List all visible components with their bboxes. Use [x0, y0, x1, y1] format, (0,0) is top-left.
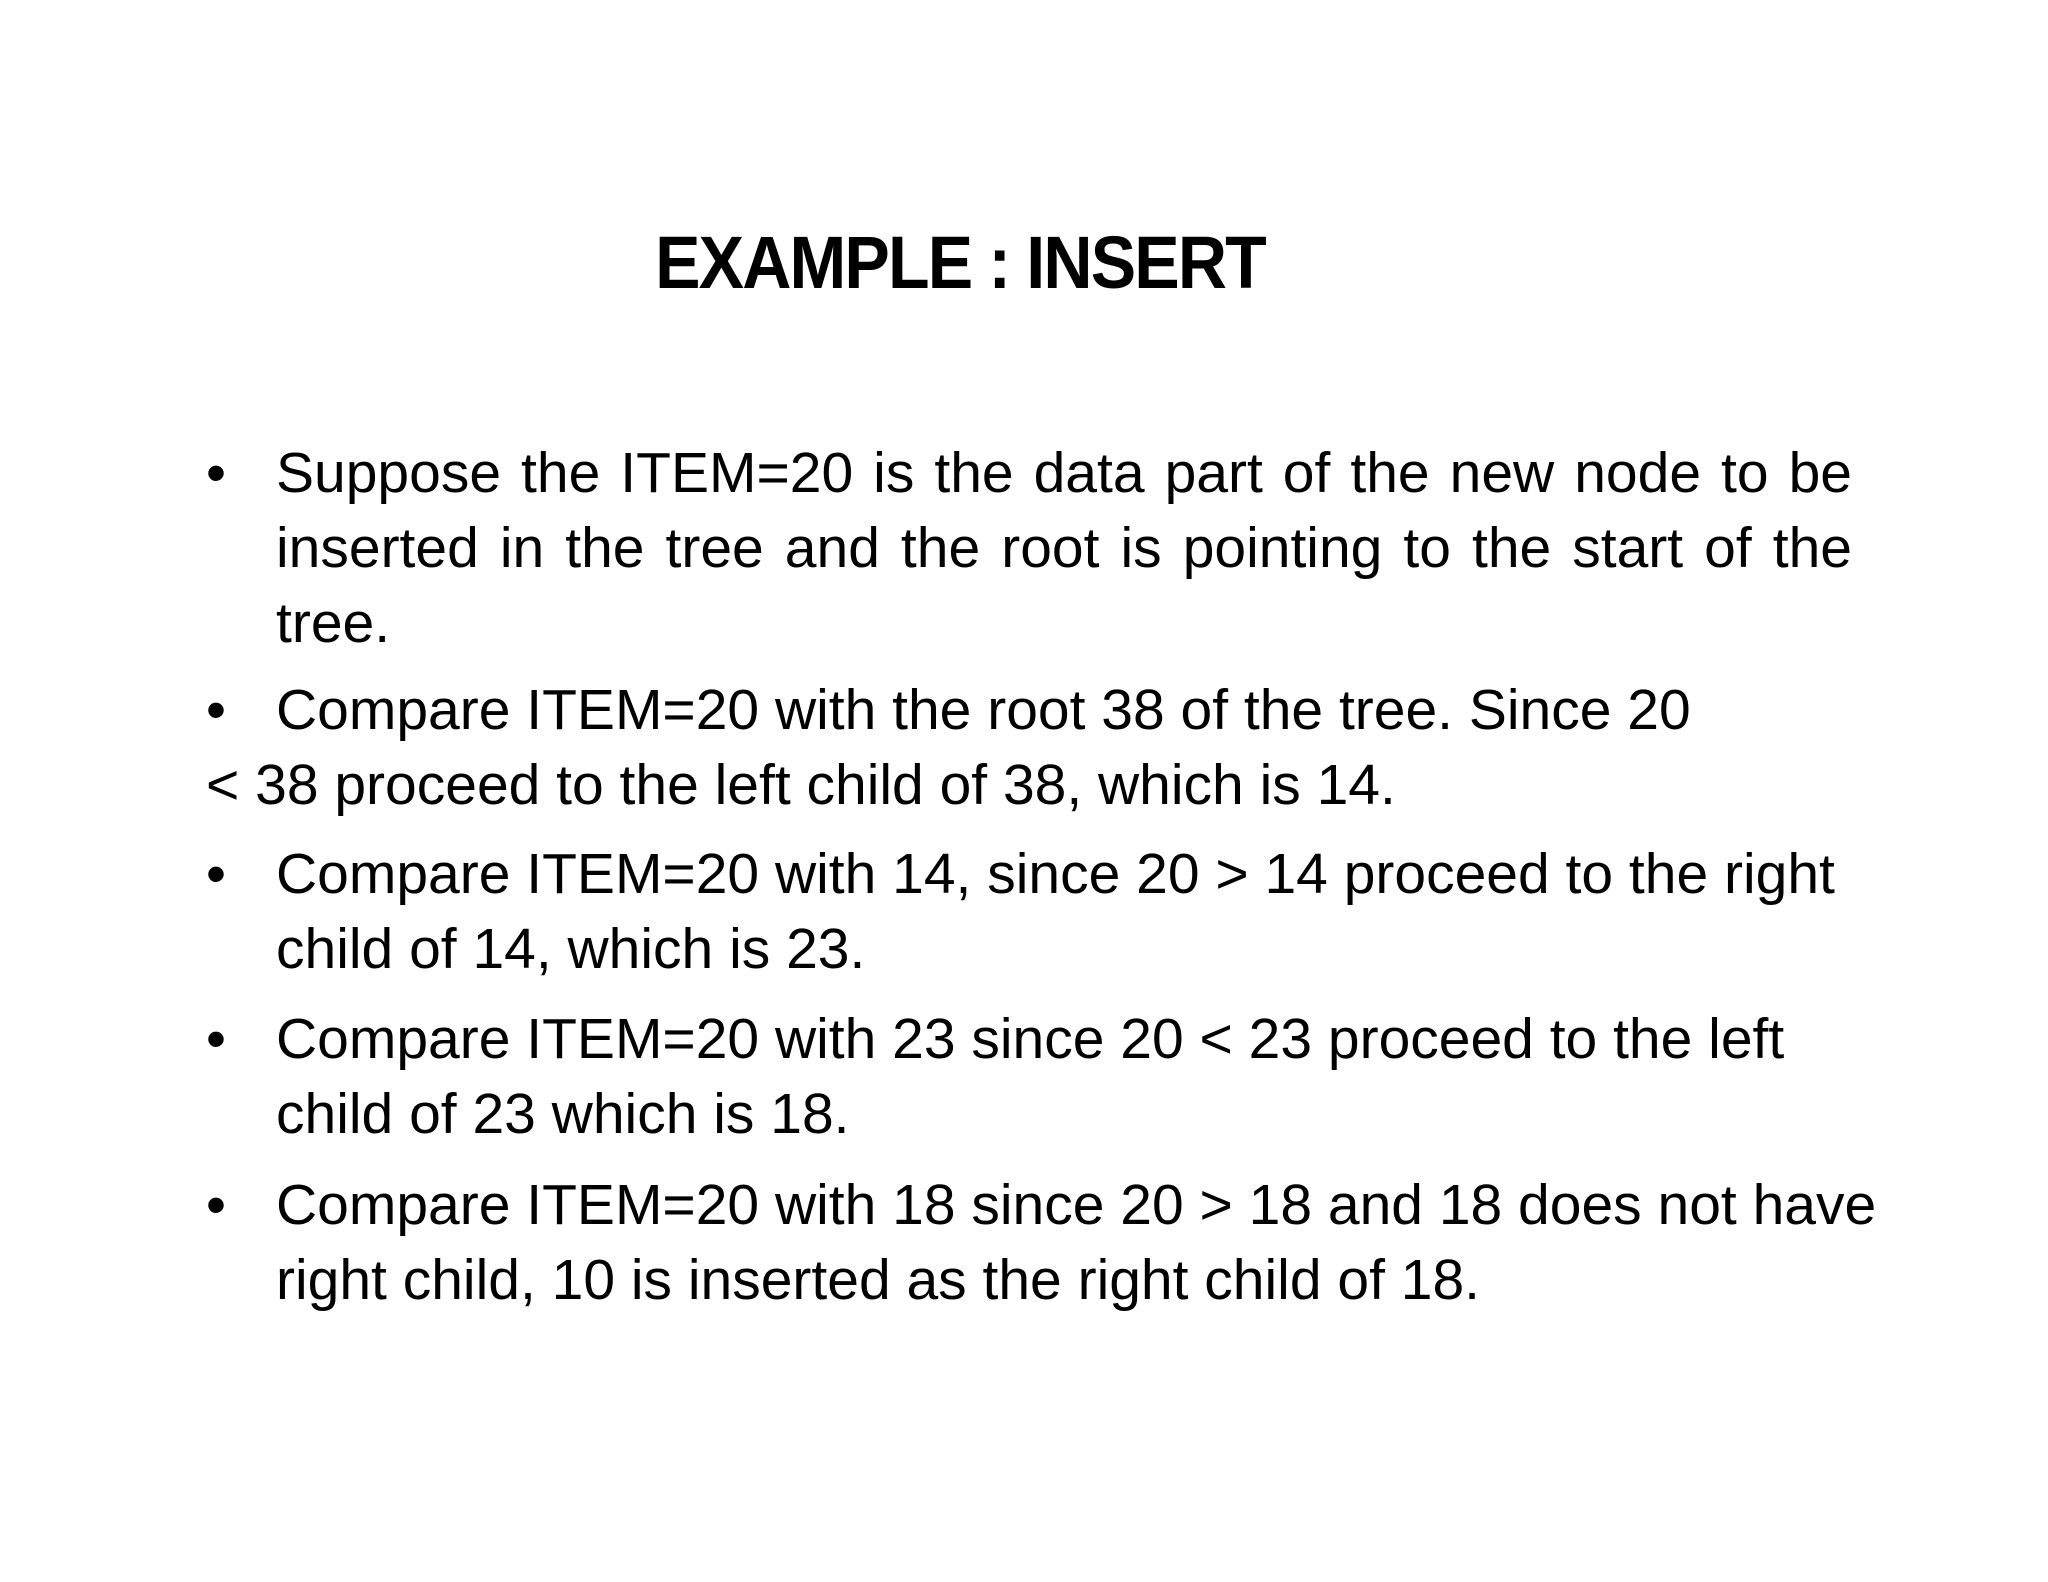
bullet-text: Compare ITEM=20 with 23 since 20 < 23 proceed to the left child of 23 which is 18. [276, 1007, 1785, 1146]
bullet-dot-icon: • [206, 441, 226, 505]
bullet-dot-icon: • [206, 1173, 226, 1237]
bullet-text: Suppose the ITEM=20 is the data part of the new node to be inserted in the tree and the root is pointing to the start of the tree. [276, 441, 1852, 655]
bullet-dot-icon: • [206, 1007, 226, 1071]
slide-title: EXAMPLE : INSERT [655, 221, 1265, 304]
bullet-text-continuation: < 38 proceed to the left child of 38, which is 14. [206, 753, 1396, 817]
bullet-text: Compare ITEM=20 with the root 38 of the tree. Since 20 [276, 678, 1691, 742]
bullet-dot-icon: • [206, 842, 226, 906]
bullet-dot-icon: • [206, 678, 226, 742]
bullet-text: Compare ITEM=20 with 14, since 20 > 14 proceed to the right child of 14, which is 23. [276, 842, 1835, 981]
bullet-text: Compare ITEM=20 with 18 since 20 > 18 and 18 does not have right child, 10 is inserted as the right child of 18. [276, 1173, 1877, 1312]
